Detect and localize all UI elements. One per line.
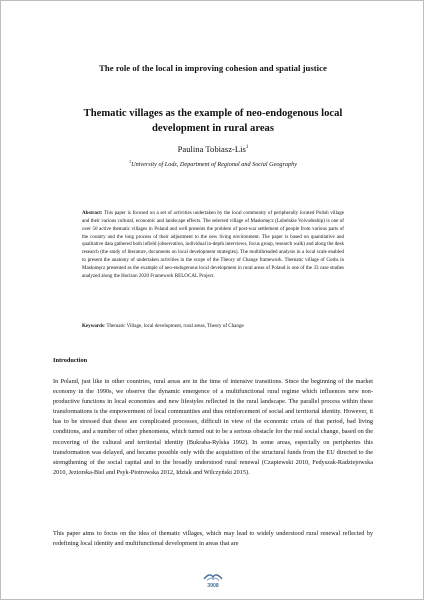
abstract — [82, 210, 344, 281]
body-paragraph-1: In Poland, just like in other countries, rural areas are in the time of intensive transitions. Since the beginning of the market economy in the 1990s, we observe the dynamic emergence of a multifunctional rural regime which influences new non-productive functions in local economies and new lifestyles reflected in the rural landscape. The parallel process within these transformations is the empowerment of local communities and thus reinforcement of social and territorial identity. However, it has to be stressed that these are complicated processes, difficult in view of the economic crisis of that period, bad living conditions, and a number of other phenomena, which turned out to be a serious obstacle for the real social change, based on the recovering of the cultural and territorial identity (Bukraba-Rylska 1992). In some areas, especially on peripheries this transformation was delayed, and became possible only with the acquisition of the structural funds from the EU directed to the strengthening of the social capital and to the broadly understood rural renewal (Czapiewski 2010, Fedyszak-Radziejowska 2010, Jeziorska-Biel and Psyk-Piotrowska 2012, Idziak and Wilczyński 2015). — [53, 378, 373, 476]
page-footer — [1, 572, 424, 589]
publisher-logo-icon — [202, 572, 224, 582]
article-title: Thematic villages as the example of neo-endogenous local development in rural areas — [83, 108, 343, 134]
author-line — [1, 144, 424, 154]
body-paragraph-2: This paper aims to focus on the idea of thematic villages, which may lead to widely understood rural renewal reflected by redefining local identity and multifunctional development in areas that are — [53, 530, 373, 548]
page-number: 3908 — [207, 583, 219, 589]
author-affiliation — [1, 159, 424, 168]
abstract-text: This paper is focused on a set of activities undertaken by the local community of peripherally located Polish village and their various cultural, economic and landscape effects. The selected village of Masłomęcz (Lubelskie Voivodeship) is one of over 50 active thematic villages in Poland and well presents the problem of post-war settlement of people from various parts of the country and the long process of their adjustment to the new living environment. The paper is based on quantitative and qualitative data gathered both infield (observation, individual in-depth interviews, focus group, research walk) and along the desk research (the study of literature, documents on local development strategies). The multithreaded analysis in a local scale enabled to present the anatomy of undertaken activities in the scope of the Theory of Change framework. Thematic village of Goths in Masłomęcz presented as the example of neo-endogenous local development in rural areas of Poland is one of the 33 case studies analyzed along the Horizon 2020 Framework RELOCAL Project. — [82, 210, 344, 279]
keywords-text: : Thematic Village, local development, rural areas, Theory of Change — [103, 323, 244, 329]
keywords-label: Keywords — [82, 323, 104, 329]
keywords — [82, 323, 344, 331]
abstract-label: Abstract: — [82, 210, 103, 216]
running-header: The role of the local in improving cohesion and spatial justice — [99, 63, 327, 73]
affiliation-text: University of Lodz, Department of Regional and Social Geography — [131, 161, 297, 169]
author-name: Paulina Tobiasz-Lis — [177, 144, 246, 154]
section-heading-introduction: Introduction — [53, 357, 88, 364]
affiliation-mark: 1 — [129, 159, 132, 164]
author-affiliation-mark: 1 — [245, 145, 249, 151]
